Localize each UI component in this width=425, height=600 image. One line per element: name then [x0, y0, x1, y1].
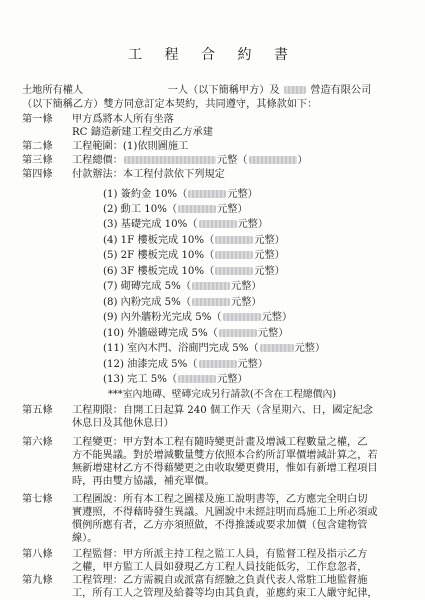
article-5-label: 第五條: [22, 405, 53, 416]
redacted-amount: [215, 251, 253, 259]
redacted-amount: [192, 298, 230, 306]
payment-item: (10) 外牆磁磚完成 5%（ 元整）: [103, 328, 289, 339]
payment-item: (12) 油漆完成 5%（ 元整）: [103, 359, 269, 370]
redacted-total-price: [124, 156, 216, 164]
payment-item: (8) 內粉完成 5%（ 元整）: [103, 297, 262, 308]
redacted-amount: [199, 360, 237, 368]
redacted-amount: [219, 329, 257, 337]
article-7-label: 第七條: [22, 494, 53, 505]
landowner-label: 土地所有權人: [22, 85, 84, 96]
article-9-label: 第九條: [22, 575, 53, 586]
redacted-amount: [178, 205, 216, 213]
payment-item: (7) 砌磚完成 5%（ 元整）: [103, 281, 262, 292]
redacted-amount: [260, 344, 294, 352]
redacted-amount: [223, 313, 261, 321]
article-3-label: 第三條: [22, 155, 53, 166]
payment-item: (2) 動工 10%（ 元整）: [103, 204, 248, 215]
document-title: 工 程 合 約 書: [128, 47, 297, 63]
party-a-clause: 一人（以下簡稱甲方）及: [167, 85, 280, 96]
total-price-label: 工程總價：: [72, 155, 123, 166]
payment-item: (3) 基礎完成 10%（ 元整）: [103, 219, 269, 230]
article-1-line-2: RC 鑄造新建工程交由乙方承建: [72, 127, 213, 138]
redacted-company-name: [284, 86, 306, 94]
redacted-amount: [199, 220, 237, 228]
article-2-text: 工程範圍：(1)依則圖施工: [72, 141, 189, 152]
payment-item: (6) 3F 樓板完成 10%（ 元整）: [103, 266, 285, 277]
article-6-label: 第六條: [22, 437, 53, 448]
intro-line-2: （以下簡稱乙方）雙方同意訂定本契約，共同遵守，其條款如下：: [22, 99, 318, 110]
article-8-label: 第八條: [22, 549, 53, 560]
redacted-amount: [188, 190, 226, 198]
redacted-amount: [178, 375, 216, 383]
total-price-unit: 元整（: [216, 155, 248, 166]
redacted-total-price-numeric: [249, 156, 297, 164]
payment-item: (13) 完工 5%（ 元整）: [103, 374, 248, 385]
payment-note: ***室內地磚、壁磚完成另行請款(不含在工程總價內): [108, 389, 337, 400]
redacted-amount: [215, 236, 253, 244]
intro-line-1: [22, 84, 371, 97]
payment-item: (11) 室內木門、浴廁門完成 5%（ 元整）: [103, 343, 326, 354]
payment-item: (1) 簽約金 10%（ 元整）: [103, 189, 258, 200]
redacted-amount: [192, 282, 230, 290]
redacted-amount: [215, 267, 253, 275]
payment-item: (5) 2F 樓板完成 10%（ 元整）: [103, 250, 285, 261]
contract-page: 工 程 合 約 書 土地所有權人 一人（以下簡稱甲方）及 營造有限公司 （以下簡稱乙方）雙方同意訂定本契約，共同遵守，其條款如下： 第一條 甲方爲將本人所有坐落 RC 鑄造新建工程交由乙方承建 第二條 工程範圍：(1)依則圖施工 第三條 工程總價： 元整（ ） 第四條 付款辦法：本工程付款依下列規定 (1) 簽約金 10%（ 元整） (2) 動工 10%（ 元整） (3) 基礎完成 10%（ 元整） (4) 1F 樓板完成 10%（ 元整） (5) 2F 樓板完成 10%（ 元整） (6) 3F 樓板完成 10%（ 元整） (7) 砌磚完成 5%（ 元整） (8) 內粉完成 5%（ 元整） (9) 內外牆粉光完成 5%（ 元整） (10) 外牆磁磚完成 5%（ 元整） (11) 室內木門、浴廁門完成 5%（ 元整） (12) 油漆完成 5%（ 元整） (13) 完工 5%（ 元整） ***室內地磚、壁磚完成另行請款(不含在工程總價內) 第五條 工程期限：自開工日起算 240 個工作天（含星期六、日，國定紀念 休息日及其他休息日） 第六條 工程變更：甲方對本工程有隨時變更計畫及增減工程數量之權，乙 方不能異議。對於增減數量雙方依照本合約所訂單價增減計算之，若 無新增建材乙方不得藉變更之由收取變更費用，惟如有新增工程項目 時，再由雙方協議，補充單價。 第七條 工程圖說：所有本工程之圖樣及施工說明書等，乙方應完全明白切 實遵照，不得藉時發生異議。凡圖說中未經註明而爲施工上所必須或 慣例所應有者，乙方亦須照做，不得推諉或要求加價（包含建物管 線）。 第八條 工程監督：甲方所派主持工程之監工人員，有監督工程及指示乙方 之權，甲方監工人員如發現乙方工程人員技能低劣，工作怠忽者， 第九條 工程管理：乙方需親自或派富有經驗之負責代表人常駐工地監督施 工，所有工人之管理及給養等均由其負責，並應約束工人嚴守紀律，: [0, 0, 425, 600]
article-4-label: 第四條: [22, 169, 53, 180]
article-4-text: 付款辦法：本工程付款依下列規定: [72, 169, 225, 180]
payment-item: (9) 內外牆粉光完成 5%（ 元整）: [103, 312, 293, 323]
payment-item: (4) 1F 樓板完成 10%（ 元整）: [103, 235, 285, 246]
article-1-line-1: 甲方爲將本人所有坐落: [72, 114, 174, 125]
company-suffix: 營造有限公司: [310, 85, 372, 96]
article-2-label: 第二條: [22, 141, 53, 152]
article-1-label: 第一條: [22, 114, 53, 125]
